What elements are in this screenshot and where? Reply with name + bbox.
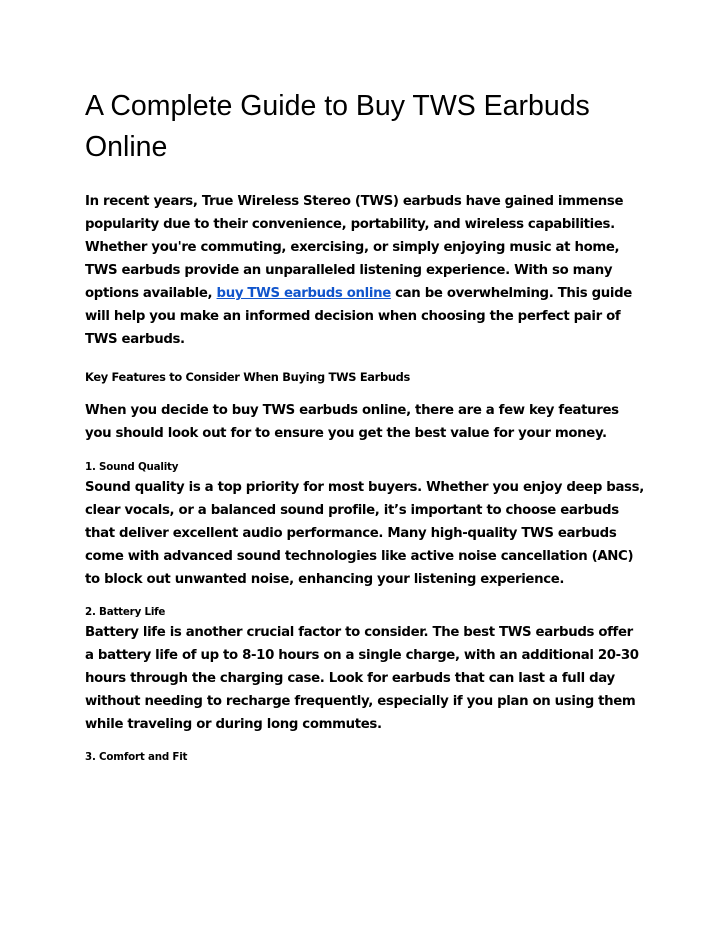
section-body-sound-quality: Sound quality is a top priority for most buyers. Whether you enjoy deep bass, clear vocals, or a balanced sound profile, it’s important to choose earbuds that deliver excellent audio performance. Many high-quality TWS earbuds come with advanced sound technologies like active noise cancellation (ANC) to block out unwanted noise, enhancing your listening experience. xyxy=(85,480,644,587)
intro-text-before-link: In recent years, True Wireless Stereo (TWS) earbuds have gained immense popularity due to their convenience, portability, and wireless capabilities. Whether you're commuting, exercising, or simply enjoying music at home, TWS earbuds provide an unparalleled listening experience. With so many options available, xyxy=(85,194,624,301)
section-body-battery-life: Battery life is another crucial factor to consider. The best TWS earbuds offer a battery life of up to 8-10 hours on a single charge, with an additional 20-30 hours through the charging case. Look for earbuds that can last a full day without needing to recharge frequently, especially if you plan on using them while traveling or during long commutes. xyxy=(85,625,639,732)
features-intro-paragraph: When you decide to buy TWS earbuds online, there are a few key features you should look out for to ensure you get the best value for your money. xyxy=(85,403,619,441)
section-heading-sound-quality: 1. Sound Quality xyxy=(85,461,179,473)
intro-text-after-link: can be overwhelming. This guide will help you make an informed decision when choosing the perfect pair of TWS earbuds. xyxy=(85,286,632,347)
features-heading: Key Features to Consider When Buying TWS Earbuds xyxy=(85,370,410,384)
document-body xyxy=(85,86,645,766)
page-title: A Complete Guide to Buy TWS Earbuds Online xyxy=(85,90,590,163)
buy-tws-earbuds-link[interactable]: buy TWS earbuds online xyxy=(216,286,391,301)
intro-paragraph xyxy=(85,190,645,351)
section-heading-battery-life: 2. Battery Life xyxy=(85,606,166,618)
section-heading-comfort-and-fit: 3. Comfort and Fit xyxy=(85,751,188,763)
